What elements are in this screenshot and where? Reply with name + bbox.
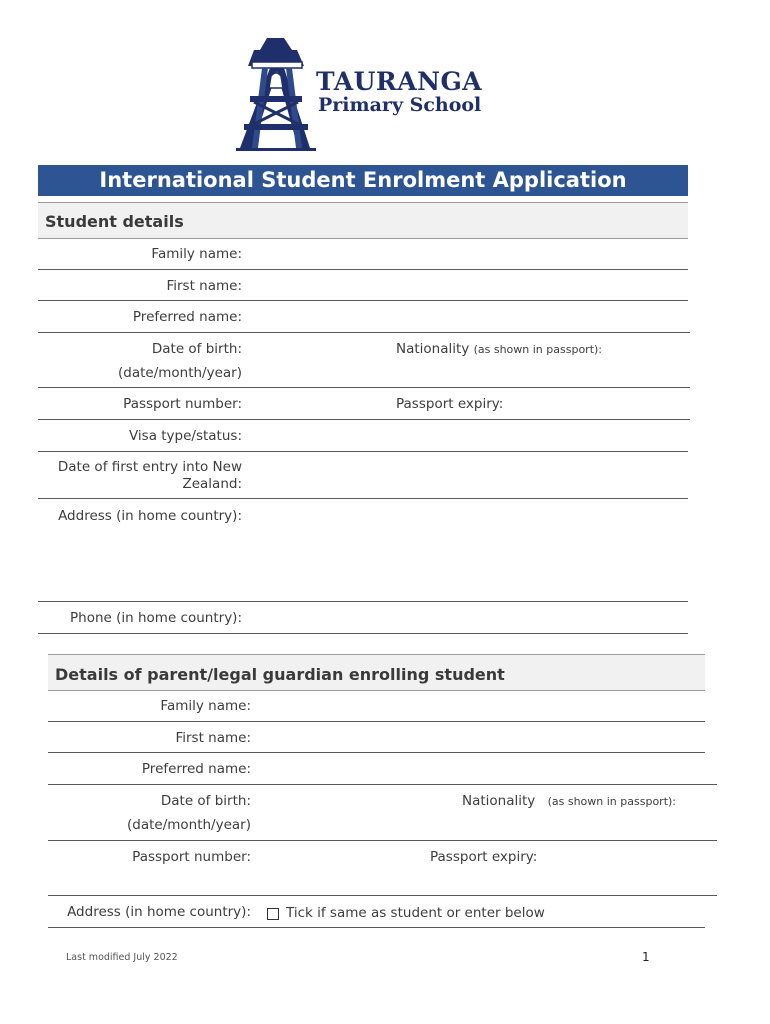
last-modified-note: Last modified July 2022 xyxy=(66,952,178,963)
student-dob-label: Date of birth: xyxy=(151,341,242,357)
student-nationality-note: (as shown in passport): xyxy=(473,343,603,356)
form-title: International Student Enrolment Application xyxy=(38,165,688,196)
student-phone-label: Phone (in home country): xyxy=(70,610,242,626)
parent-passport-field[interactable] xyxy=(48,895,717,896)
parent-preferred-name-field[interactable] xyxy=(48,784,717,785)
student-preferred-name-label: Preferred name: xyxy=(132,309,242,325)
parent-passport-expiry-label: Passport expiry: xyxy=(430,849,538,865)
student-passport-field[interactable] xyxy=(38,419,690,420)
student-first-entry-line2: Zealand: xyxy=(182,476,242,492)
student-dob-field[interactable] xyxy=(38,387,690,388)
parent-first-name-label: First name: xyxy=(175,730,251,746)
student-preferred-name-field[interactable] xyxy=(38,332,690,333)
student-first-name-field[interactable] xyxy=(38,300,688,301)
parent-first-name-field[interactable] xyxy=(48,752,705,753)
student-nationality-text: Nationality xyxy=(396,341,470,357)
school-logo xyxy=(232,36,512,156)
parent-nationality-note: (as shown in passport): xyxy=(547,795,677,808)
student-visa-field[interactable] xyxy=(38,451,688,452)
student-passport-expiry-label: Passport expiry: xyxy=(396,396,504,412)
student-visa-label: Visa type/status: xyxy=(128,428,242,444)
student-family-name-label: Family name: xyxy=(151,246,242,262)
student-first-entry-label xyxy=(38,459,242,493)
student-first-entry-field[interactable] xyxy=(38,498,688,499)
same-as-student-checkbox[interactable] xyxy=(267,908,279,920)
parent-dob-format: (date/month/year) xyxy=(126,817,251,833)
student-family-name-field[interactable] xyxy=(38,269,688,270)
school-subtitle: Primary School xyxy=(318,94,482,116)
parent-address-label: Address (in home country): xyxy=(67,904,251,920)
parent-dob-label: Date of birth: xyxy=(160,793,251,809)
student-first-entry-line1: Date of first entry into New xyxy=(57,459,242,475)
student-passport-number-label: Passport number: xyxy=(123,396,242,412)
parent-family-name-label: Family name: xyxy=(160,698,251,714)
parent-passport-number-label: Passport number: xyxy=(132,849,251,865)
school-bell-tower-logo-icon xyxy=(232,36,322,156)
parent-nationality-text: Nationality xyxy=(462,793,536,809)
student-phone-field[interactable] xyxy=(38,633,688,634)
student-address-field[interactable] xyxy=(38,601,688,602)
student-dob-format: (date/month/year) xyxy=(117,365,242,381)
parent-nationality-label xyxy=(462,793,676,809)
school-name: TAURANGA xyxy=(316,67,483,96)
same-as-student-label: Tick if same as student or enter below xyxy=(286,905,545,921)
parent-preferred-name-label: Preferred name: xyxy=(141,761,251,777)
student-first-name-label: First name: xyxy=(166,278,242,294)
parent-details-heading: Details of parent/legal guardian enrolling student xyxy=(48,654,705,691)
student-details-heading: Student details xyxy=(38,202,688,239)
page-number: 1 xyxy=(642,950,650,964)
parent-address-field[interactable] xyxy=(48,927,705,928)
student-nationality-label xyxy=(396,341,602,357)
student-address-label: Address (in home country): xyxy=(58,508,242,524)
parent-dob-field[interactable] xyxy=(48,840,717,841)
parent-family-name-field[interactable] xyxy=(48,721,705,722)
